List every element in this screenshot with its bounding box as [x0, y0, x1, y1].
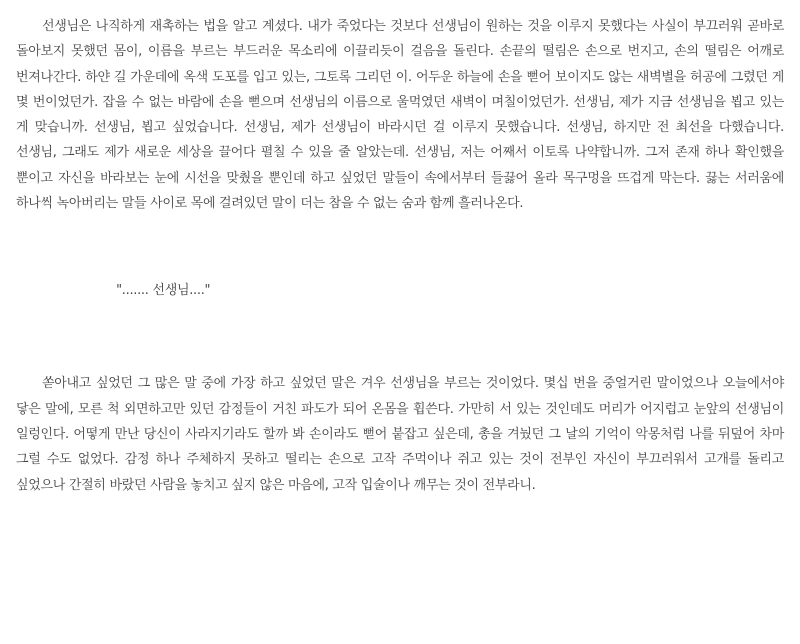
paragraph-dialogue: "....... 선생님...." — [116, 283, 211, 299]
paragraph-spacer — [16, 303, 784, 371]
paragraph-narration-1: 선생님은 나직하게 재촉하는 법을 알고 계셨다. 내가 죽었다는 것보다 선생님이 원하는 것을 이루지 못했다는 사실이 부끄러워 곧바로 돌아보지 못했던 몸이, 이름을 부르는 부드러운 목소리에 이끌리듯이 걸음을 돌린다. 손끝의 떨림은 손으로 번지고, 손의 떨림은 어깨로 번져나간다. 하얀 길 가운데에 옥색 도포를 입고 있는, 그토록 그리던 이. 어두운 하늘에 손을 뻗어 보이지도 않는 새벽별을 허공에 그렸던 게 몇 번이었던가. 잡을 수 없는 바람에 손을 뻗으며 선생님의 이름으로 울먹였던 새벽이 며칠이었던가. 선생님, 제가 지금 선생님을 뵙고 있는 게 맞습니까. 선생님, 뵙고 싶었습니다. 선생님, 제가 선생님이 바라시던 걸 이루지 못했습니다. 선생님, 하지만 전 최선을 다했습니다. 선생님, 그래도 제가 새로운 세상을 끌어다 펼칠 수 있을 줄 알았는데. 선생님, 저는 어째서 이토록 나약합니까. 그저 존재 하나 확인했을 뿐이고 자신을 바라보는 눈에 시선을 맞췄을 뿐인데 하고 싶었던 말들이 속에서부터 들끓어 올라 목구멍을 뜨겁게 막는다. 끓는 서러움에 하나씩 녹아버리는 말들 사이로 목에 걸려있던 말이 더는 참을 수 없는 숨과 함께 흘러나온다. — [16, 19, 784, 212]
paragraph-narration-2: 쏟아내고 싶었던 그 많은 말 중에 가장 하고 싶었던 말은 겨우 선생님을 부르는 것이었다. 몇십 번을 중얼거린 말이었으나 오늘에서야 닿은 말에, 모른 척 외면하고만 있던 감정들이 거친 파도가 되어 온몸을 휩쓴다. 가만히 서 있는 것인데도 머리가 어지럽고 눈앞의 선생님이 일렁인다. 어떻게 만난 당신이 사라지기라도 할까 봐 손이라도 뻗어 붙잡고 싶은데, 총을 겨눴던 그 날의 기억이 악몽처럼 나를 뒤덮어 차마 그럴 수도 없었다. 감정 하나 주체하지 못하고 떨리는 손으로 고작 주먹이나 쥐고 있는 것이 전부인 자신이 부끄러워서 고개를 돌리고 싶었으나 간절히 바랐던 사람을 놓치고 싶지 않은 마음에, 고작 입술이나 깨무는 것이 전부라니. — [16, 376, 784, 493]
paragraph-spacer — [16, 216, 784, 278]
